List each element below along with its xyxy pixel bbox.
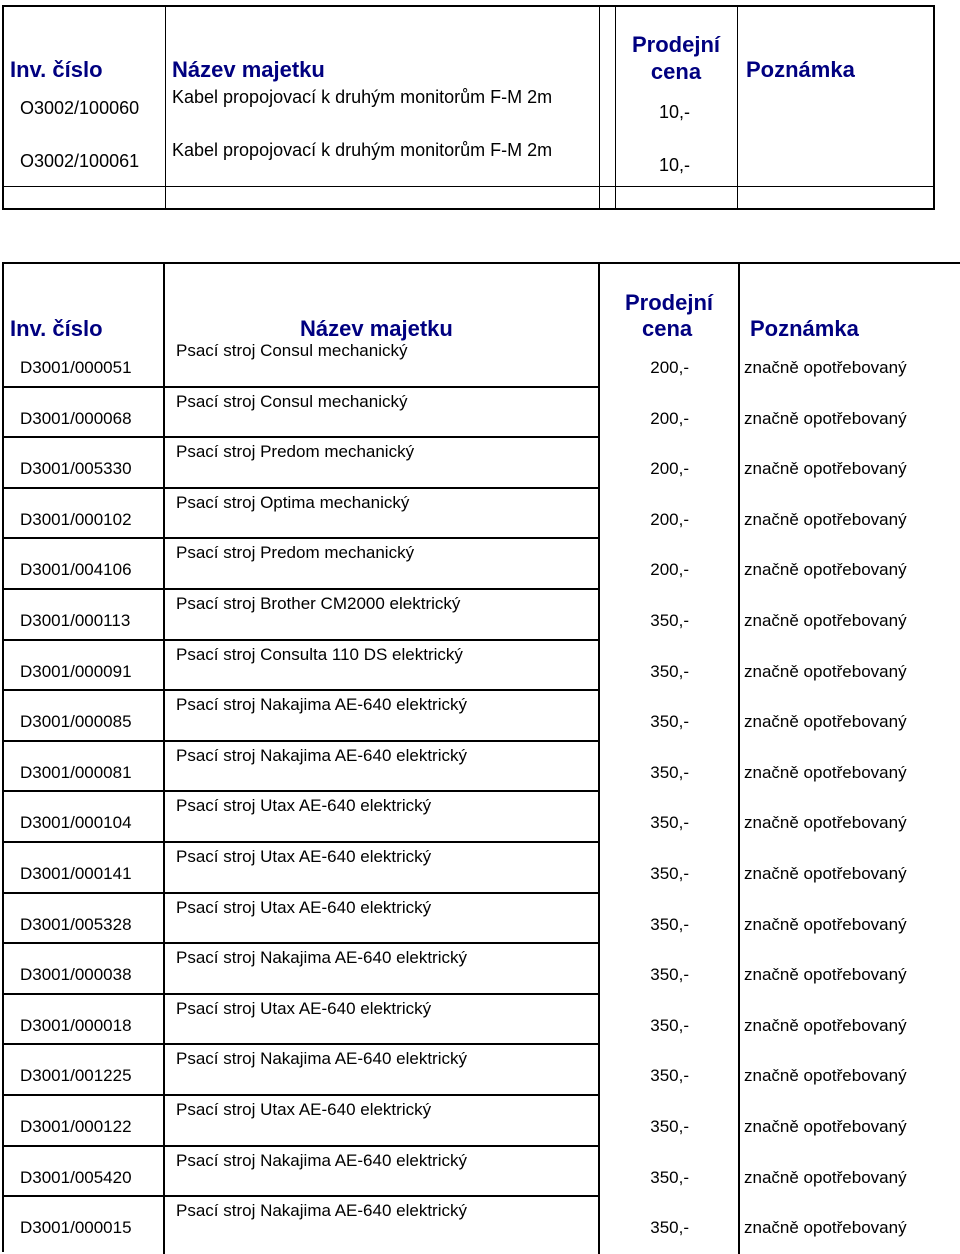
row-name: Psací stroj Utax AE-640 elektrický: [176, 897, 432, 917]
row-name: Psací stroj Consul mechanický: [176, 341, 408, 360]
row-divider: [4, 487, 598, 489]
row-divider: [4, 1195, 598, 1197]
top-row-price: 10,-: [659, 155, 691, 175]
top-row-name: Kabel propojovací k druhým monitorům F-M 2m: [172, 87, 553, 107]
row-price: 350,-: [650, 914, 689, 934]
row-divider: [4, 1043, 598, 1045]
row-note: značně opotřebovaný: [744, 813, 907, 833]
row-note: značně opotřebovaný: [744, 712, 907, 732]
row-divider: [4, 537, 598, 539]
header-price-line1: Prodejní: [631, 32, 720, 57]
table-row: [0, 1100, 960, 1151]
row-note: značně opotřebovaný: [744, 762, 907, 782]
header-name: Název majetku: [300, 316, 453, 341]
row-price: 200,-: [650, 509, 689, 529]
row-name: Psací stroj Nakajima AE-640 elektrický: [176, 1201, 467, 1221]
row-note: značně opotřebovaný: [744, 611, 907, 630]
row-inv: D3001/000068: [20, 408, 132, 428]
row-name: Psací stroj Brother CM2000 elektrický: [176, 594, 461, 613]
row-note: značně opotřebovaný: [744, 1167, 907, 1187]
table-row: [0, 695, 960, 746]
row-divider: [4, 740, 598, 742]
row-divider: [4, 790, 598, 792]
table-row: [0, 543, 960, 594]
row-price: 350,-: [650, 1218, 689, 1238]
row-note: značně opotřebovaný: [744, 1066, 907, 1086]
row-price: 350,-: [650, 1066, 689, 1086]
row-name: Psací stroj Nakajima AE-640 elektrický: [176, 1049, 467, 1069]
top-row-name: Kabel propojovací k druhým monitorům F-M 2m: [172, 140, 553, 160]
column-divider: [165, 7, 166, 208]
row-price: 350,-: [650, 1117, 689, 1136]
row-inv: D3001/004106: [20, 560, 132, 580]
row-price: 350,-: [650, 762, 689, 782]
row-name: Psací stroj Optima mechanický: [176, 492, 410, 512]
header-inv: Inv. číslo: [10, 57, 103, 82]
row-price: 350,-: [650, 1015, 689, 1035]
table-row: [0, 746, 960, 797]
row-note: značně opotřebovaný: [744, 864, 907, 883]
row-inv: D3001/000113: [20, 611, 131, 630]
row-name: Psací stroj Consul mechanický: [176, 391, 408, 411]
row-name: Psací stroj Utax AE-640 elektrický: [176, 796, 432, 816]
table-row: [0, 341, 960, 392]
header-price: [616, 31, 736, 85]
row-inv: D3001/000015: [20, 1218, 132, 1238]
table-row: [0, 948, 960, 999]
top-row-price: 10,-: [659, 102, 691, 122]
row-divider: [4, 588, 598, 590]
header-inv: Inv. číslo: [10, 316, 103, 341]
row-price: 200,-: [650, 358, 689, 377]
row-name: Psací stroj Nakajima AE-640 elektrický: [176, 695, 467, 715]
row-name: Psací stroj Predom mechanický: [176, 442, 415, 462]
row-note: značně opotřebovaný: [744, 965, 907, 985]
row-divider: [4, 1094, 598, 1096]
row-name: Psací stroj Nakajima AE-640 elektrický: [176, 1150, 467, 1170]
table-row: [0, 847, 960, 898]
row-inv: D3001/000091: [20, 661, 132, 681]
header-name: Název majetku: [172, 57, 325, 82]
row-divider: [4, 689, 598, 691]
row-price: 200,-: [650, 459, 689, 479]
row-price: 350,-: [650, 1167, 689, 1187]
header-price-line2: cena: [650, 59, 702, 84]
row-note: značně opotřebovaný: [744, 408, 907, 428]
row-note: značně opotřebovaný: [744, 661, 907, 681]
row-price: 350,-: [650, 611, 689, 630]
table-row: [0, 1201, 960, 1252]
row-note: značně opotřebovaný: [744, 509, 907, 529]
table-row: [0, 594, 960, 645]
row-inv: D3001/000085: [20, 712, 132, 732]
row-inv: D3001/000102: [20, 509, 132, 529]
row-price: 200,-: [650, 560, 689, 580]
row-divider: [4, 892, 598, 894]
row-price: 200,-: [650, 408, 689, 428]
row-price: 350,-: [650, 813, 689, 833]
row-inv: D3001/001225: [20, 1066, 132, 1086]
top-row-inv: O3002/100061: [20, 151, 140, 171]
row-divider: [4, 1145, 598, 1147]
row-divider: [4, 386, 598, 388]
table-row: [0, 898, 960, 949]
table-row: [0, 999, 960, 1050]
row-price: 350,-: [650, 661, 689, 681]
row-price: 350,-: [650, 864, 689, 883]
row-note: značně opotřebovaný: [744, 1117, 907, 1136]
column-divider: [737, 7, 738, 208]
row-note: značně opotřebovaný: [744, 1015, 907, 1035]
row-name: Psací stroj Nakajima AE-640 elektrický: [176, 948, 467, 968]
row-price: 350,-: [650, 965, 689, 985]
row-divider: [4, 841, 598, 843]
row-divider: [4, 436, 598, 438]
row-name: Psací stroj Consulta 110 DS elektrický: [176, 644, 463, 664]
table-row: [0, 1049, 960, 1100]
table-row: [0, 1151, 960, 1202]
row-note: značně opotřebovaný: [744, 914, 907, 934]
row-inv: D3001/000104: [20, 813, 132, 833]
row-inv: D3001/000122: [20, 1117, 132, 1136]
header-note: Poznámka: [746, 57, 855, 82]
row-inv: D3001/000141: [20, 864, 132, 883]
table-row: [0, 796, 960, 847]
table-row: [0, 442, 960, 493]
header-note: Poznámka: [750, 316, 859, 341]
header-price-line1: Prodejní: [625, 290, 714, 315]
row-name: Psací stroj Nakajima AE-640 elektrický: [176, 745, 467, 765]
row-note: značně opotřebovaný: [744, 560, 907, 580]
table-row: [0, 392, 960, 443]
top-row-inv: O3002/100060: [20, 98, 140, 118]
table-row: [0, 645, 960, 696]
row-price: 350,-: [650, 712, 689, 732]
row-name: Psací stroj Utax AE-640 elektrický: [176, 847, 432, 866]
row-inv: D3001/000018: [20, 1015, 132, 1035]
top-asset-table: [2, 5, 935, 210]
row-name: Psací stroj Utax AE-640 elektrický: [176, 998, 432, 1018]
row-inv: D3001/000081: [20, 762, 132, 782]
row-divider: [4, 942, 598, 944]
row-inv: D3001/005420: [20, 1167, 132, 1187]
row-note: značně opotřebovaný: [744, 1218, 907, 1238]
row-divider: [4, 993, 598, 995]
row-inv: D3001/000051: [20, 358, 132, 377]
row-name: Psací stroj Utax AE-640 elektrický: [176, 1100, 432, 1119]
row-name: Psací stroj Predom mechanický: [176, 543, 415, 563]
row-note: značně opotřebovaný: [744, 358, 907, 377]
row-inv: D3001/005328: [20, 914, 132, 934]
row-inv: D3001/000038: [20, 965, 132, 985]
header-price-line2: cena: [642, 316, 693, 341]
table-row: [0, 493, 960, 544]
row-note: značně opotřebovaný: [744, 459, 907, 479]
row-divider: [4, 639, 598, 641]
row-inv: D3001/005330: [20, 459, 132, 479]
column-divider: [599, 7, 600, 208]
row-divider: [4, 186, 933, 187]
